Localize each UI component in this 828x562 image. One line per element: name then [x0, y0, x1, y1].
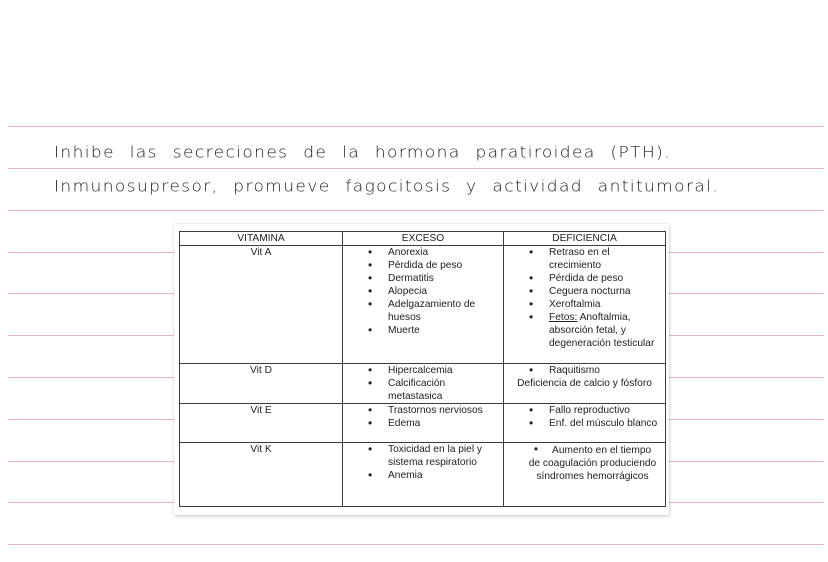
vitamin-table-image [174, 224, 669, 515]
list-item: • Dermatitis [347, 272, 499, 285]
vitamin-cell: Vit A [180, 246, 343, 364]
handwritten-note-line-1: Inhibe las secreciones de la hormona paratiroidea (PTH). [54, 143, 671, 162]
exceso-cell [343, 443, 504, 507]
header-deficiencia: DEFICIENCIA [504, 232, 666, 246]
deficiencia-cell [504, 443, 666, 507]
deficiencia-cell [504, 364, 666, 404]
list-item: • Edema [347, 417, 499, 430]
ruled-line [8, 126, 824, 127]
list-item: • Xeroftalmia [508, 298, 661, 311]
list-item: • Adelgazamiento de huesos [347, 298, 499, 324]
ruled-line [8, 210, 824, 211]
list-item: • Alopecia [347, 285, 499, 298]
vitamin-cell: Vit K [180, 443, 343, 507]
list-item: • Muerte [347, 324, 499, 337]
list-item: • Pérdida de peso [508, 272, 661, 285]
list-item: • Raquitismo [508, 364, 661, 377]
deficiencia-cell [504, 246, 666, 364]
table-row-vit-k [180, 443, 666, 507]
deficiencia-cell [504, 404, 666, 443]
handwritten-note-line-2: Inmunosupresor, promueve fagocitosis y actividad antitumoral. [54, 177, 720, 196]
list-item: • Ceguera nocturna [508, 285, 661, 298]
table-row-vit-a [180, 246, 666, 364]
table-row-vit-e [180, 404, 666, 443]
exceso-cell [343, 364, 504, 404]
list-item: • Trastornos nerviosos [347, 404, 499, 417]
deficiencia-note: Deficiencia de calcio y fósforo [517, 378, 652, 389]
list-item: • Toxicidad en la piel y sistema respiratorio [347, 443, 499, 469]
exceso-cell [343, 404, 504, 443]
list-item-fetos [508, 311, 661, 350]
fetos-text: Anoftalmia, absorción fetal, y degeneración testicular [549, 312, 655, 349]
ruled-line [8, 168, 824, 169]
fetos-label: Fetos: [549, 312, 578, 323]
list-item: • Anemia [347, 469, 499, 482]
header-exceso: EXCESO [343, 232, 504, 246]
list-item: • Pérdida de peso [347, 259, 499, 272]
list-item: • Calcificación metastasica [347, 377, 499, 403]
list-item: • Aumento en el tiempo de coagulación produciendo síndromes hemorrágicos [508, 443, 661, 483]
vitamin-table [179, 231, 666, 507]
vitamin-cell: Vit E [180, 404, 343, 443]
ruled-line [8, 544, 824, 545]
table-header-row [180, 232, 666, 246]
table-row-vit-d [180, 364, 666, 404]
list-item: • Hipercalcemia [347, 364, 499, 377]
list-item: • Anorexia [347, 246, 499, 259]
list-item: • Retraso en el crecimiento [508, 246, 661, 272]
list-item: • Fallo reproductivo [508, 404, 661, 417]
exceso-cell [343, 246, 504, 364]
vitamin-cell: Vit D [180, 364, 343, 404]
header-vitamina: VITAMINA [180, 232, 343, 246]
list-item: • Enf. del músculo blanco [508, 417, 661, 430]
